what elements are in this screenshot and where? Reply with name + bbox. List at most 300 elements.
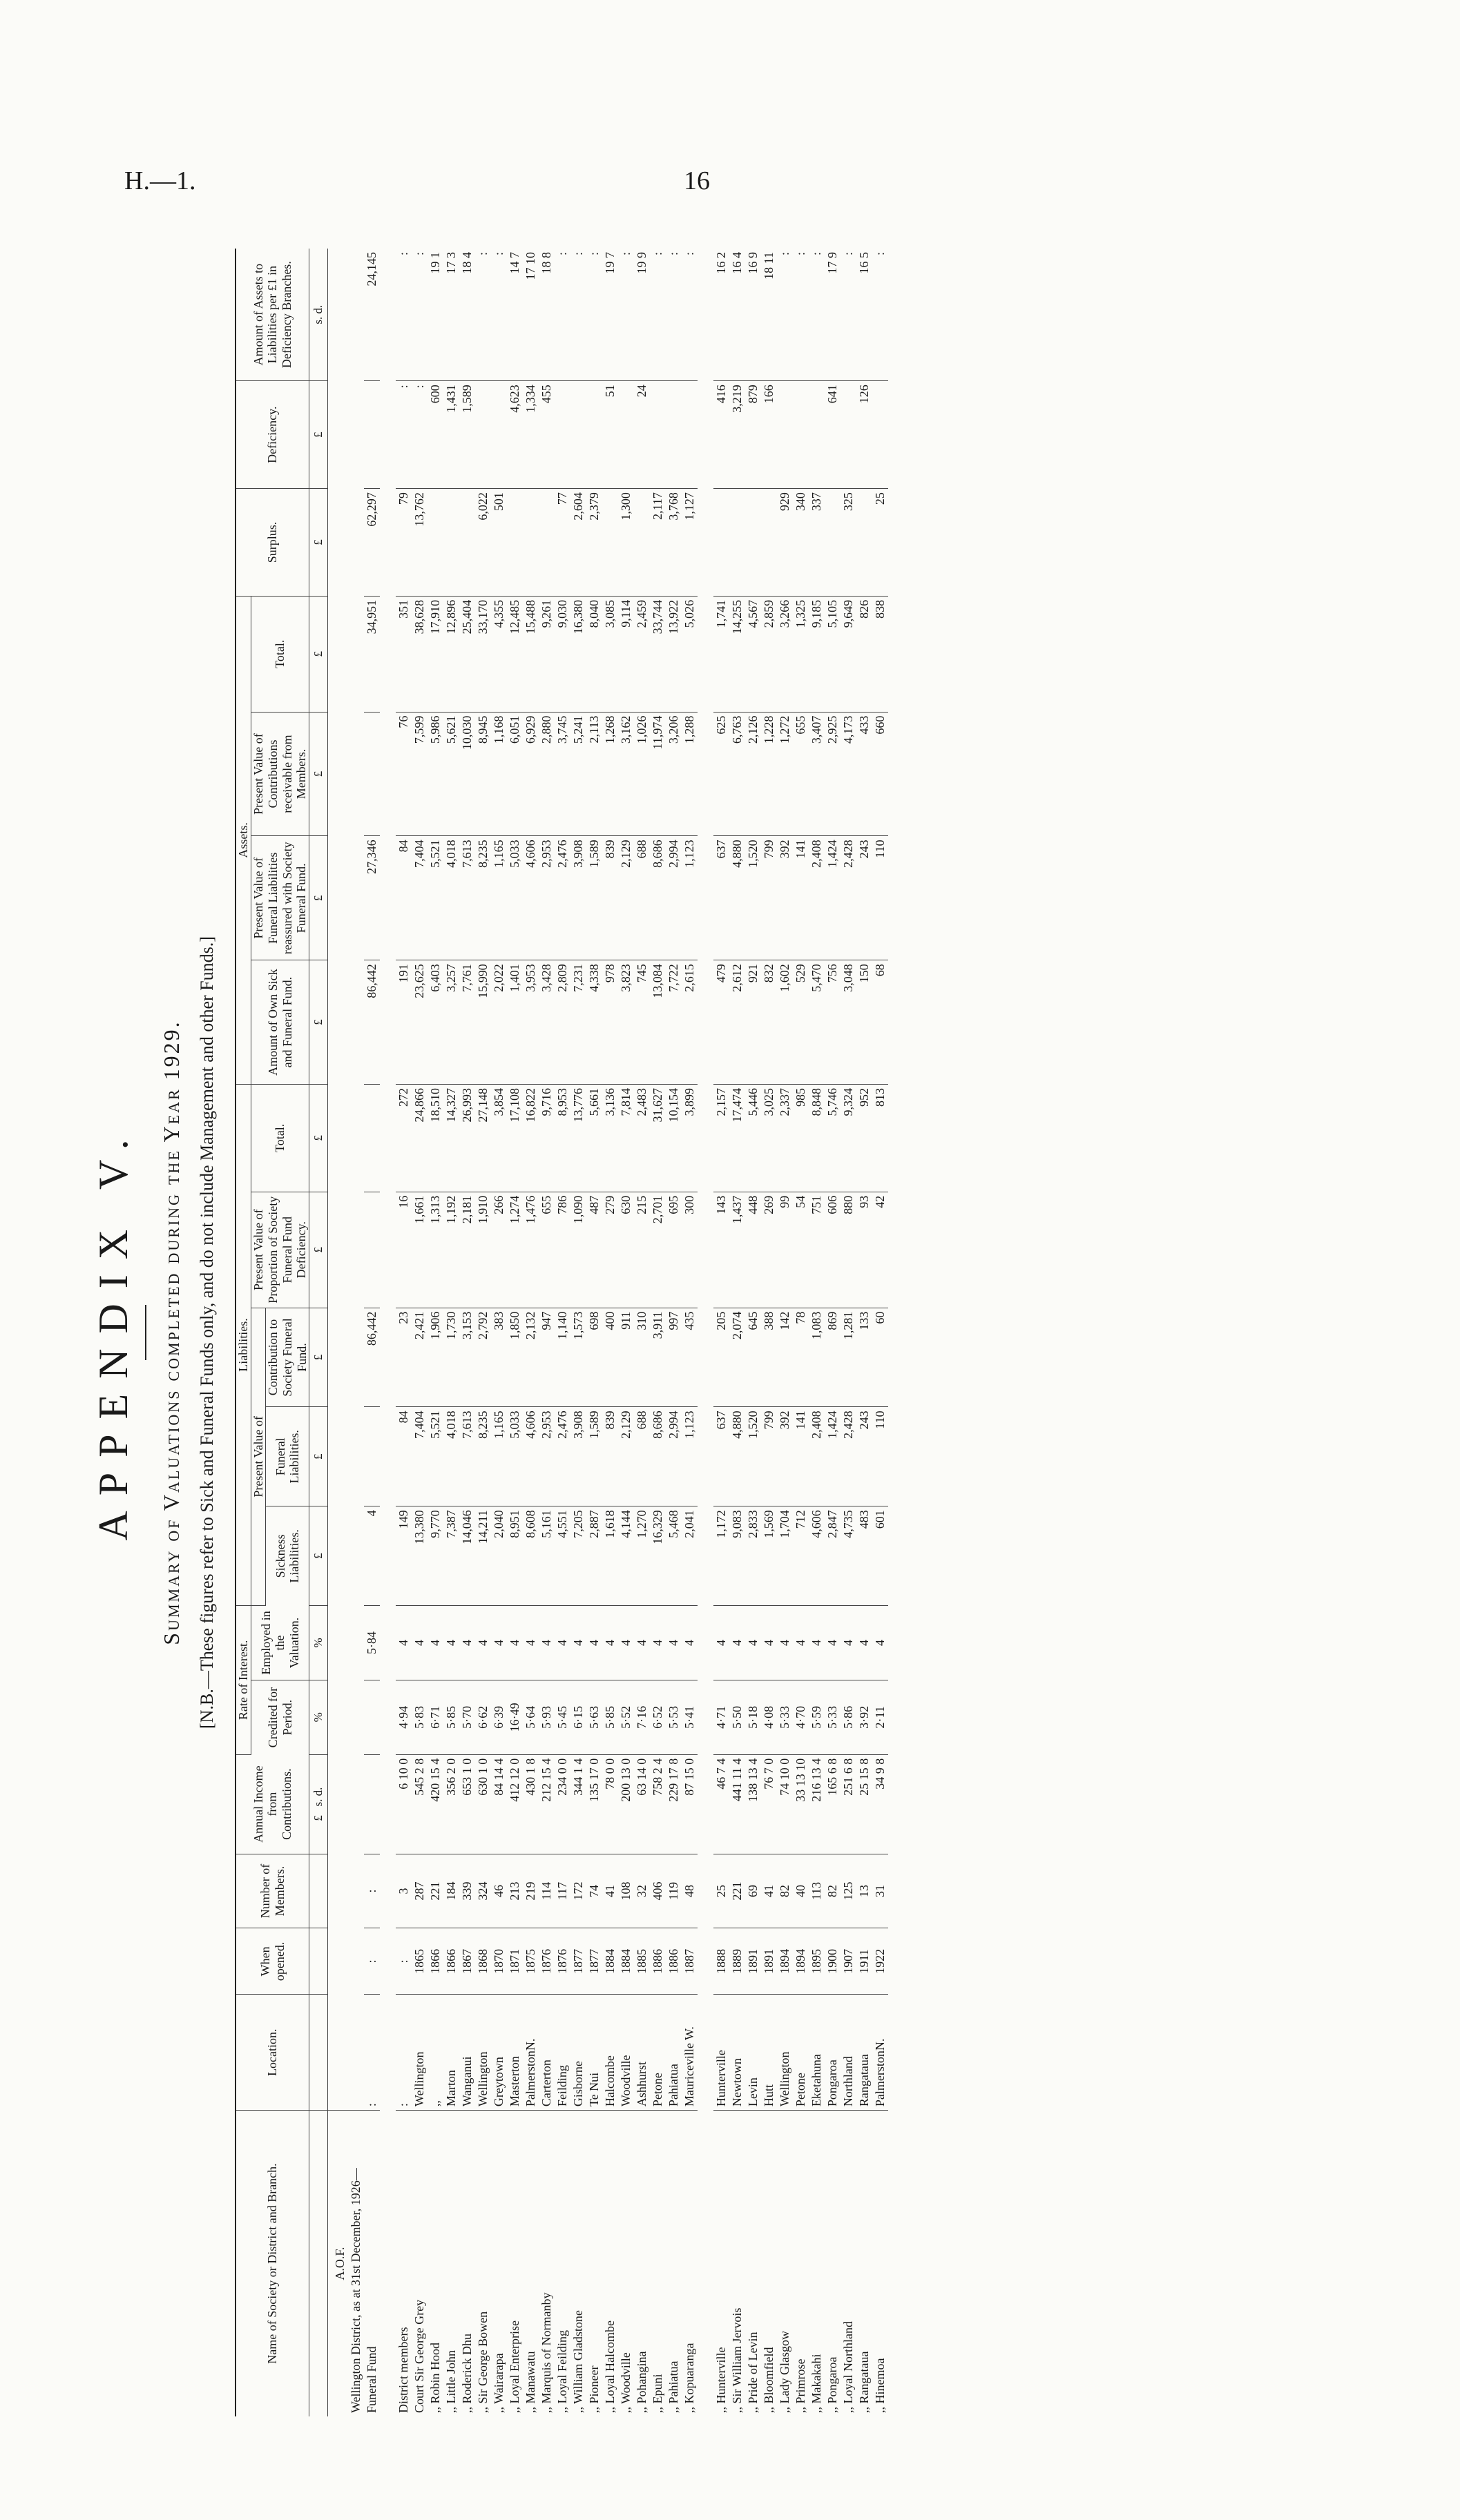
cell-rate-credited: 5·85	[443, 1680, 459, 1754]
cell-income: 165 6 8	[825, 1754, 841, 1854]
unit-percent: %	[309, 1680, 328, 1754]
cell-sickness: 13,380	[412, 1506, 428, 1606]
cell-opened: 1868	[475, 1928, 491, 1995]
cell-rate-employed: 4	[618, 1606, 634, 1680]
cell-liabilities-total: 3,025	[761, 1084, 777, 1192]
cell-name: ,, Kopuaranga	[682, 2343, 697, 2413]
cell-name: ,, Little John	[444, 2350, 459, 2413]
cell-funeral: 799	[761, 1407, 777, 1506]
cell-rate-employed: 4	[555, 1606, 570, 1680]
cell-proportion: 2,701	[650, 1192, 666, 1308]
header-name: Name of Society or District and Branch.	[236, 2111, 309, 2416]
cell-opened: 1884	[618, 1928, 634, 1995]
cell-income: 251 6 8	[841, 1754, 856, 1854]
cell-liabilities-total: 3,854	[491, 1084, 507, 1192]
cell-deficiency: 51	[602, 381, 618, 489]
cell-assets-total: 5,026	[682, 596, 698, 712]
cell-assets-total: 4,567	[745, 596, 761, 712]
cell-members: 48	[682, 1854, 698, 1928]
cell-surplus	[713, 489, 729, 597]
district-heading-row	[348, 249, 364, 2416]
cell-members-contrib: 76	[396, 712, 412, 836]
cell-location: Te Nui	[586, 1995, 602, 2111]
cell-rate-credited: 6·39	[491, 1680, 507, 1754]
cell-surplus	[523, 489, 539, 597]
cell-contrib-society: 2,074	[729, 1308, 745, 1407]
cell-per-pound: :	[491, 249, 507, 381]
cell-members-contrib: 2,126	[745, 712, 761, 836]
cell-own-fund: 7,722	[666, 960, 682, 1085]
cell-contrib-society: 23	[396, 1308, 412, 1407]
cell-rate-credited: 5·64	[523, 1680, 539, 1754]
cell-members: 406	[650, 1854, 666, 1928]
table-row	[364, 249, 380, 2416]
cell-rate-credited: 4·94	[396, 1680, 412, 1754]
cell-contrib-society: 911	[618, 1308, 634, 1407]
cell-name: Court Sir George Grey	[412, 2299, 427, 2413]
header-income: Annual Income from Contributions.	[236, 1754, 309, 1854]
cell-members: 3	[396, 1854, 412, 1928]
cell-rate-credited: 5·86	[841, 1680, 856, 1754]
cell-liabilities-total: 14,327	[443, 1084, 459, 1192]
cell-sickness: 1,704	[777, 1506, 793, 1606]
cell-income: 545 2 8	[412, 1754, 428, 1854]
header-rate-credited: Credited for Period.	[251, 1680, 309, 1754]
cell-per-pound: 19 1	[428, 249, 443, 381]
cell-funeral: 110	[872, 1407, 888, 1506]
cell-own-fund: 756	[825, 960, 841, 1085]
cell-name: ,, Pongaroa	[825, 2356, 840, 2413]
cell-income: 33 13 10	[793, 1754, 809, 1854]
cell-deficiency: 24	[634, 381, 650, 489]
cell-location: Wellington	[475, 1995, 491, 2111]
cell-reassured: 7,404	[412, 836, 428, 960]
cell-per-pound: :	[872, 249, 888, 381]
unit-pound: £	[309, 1084, 328, 1192]
cell-reassured: 3,908	[570, 836, 586, 960]
cell-sickness: 7,205	[570, 1506, 586, 1606]
cell-reassured: 1,520	[745, 836, 761, 960]
cell-assets-total: 9,649	[841, 596, 856, 712]
cell-deficiency	[491, 381, 507, 489]
cell-name: ,, Wairarapa	[492, 2353, 506, 2413]
cell-rate-employed: 4	[872, 1606, 888, 1680]
cell-income: 653 1 0	[459, 1754, 475, 1854]
cell-members-contrib: 2,925	[825, 712, 841, 836]
cell-sickness: 2,040	[491, 1506, 507, 1606]
rotated-table-block	[76, 235, 1250, 2430]
cell-surplus	[634, 489, 650, 597]
table-row	[428, 249, 443, 2416]
unit-pound: £	[309, 1407, 328, 1506]
cell-location: Mauriceville W.	[682, 1995, 698, 2111]
cell-reassured: 1,165	[491, 836, 507, 960]
cell-name: Funeral Fund	[365, 2346, 379, 2413]
cell-funeral: 84	[396, 1407, 412, 1506]
cell-liabilities-total: 8,953	[555, 1084, 570, 1192]
cell-contrib-society: 383	[491, 1308, 507, 1407]
cell-per-pound: 16 9	[745, 249, 761, 381]
cell-members: 108	[618, 1854, 634, 1928]
cell-members-contrib: 433	[856, 712, 872, 836]
cell-reassured: 1,123	[682, 836, 698, 960]
cell-contrib-society: 698	[586, 1308, 602, 1407]
cell-reassured: 4,606	[523, 836, 539, 960]
cell-reassured: 243	[856, 836, 872, 960]
cell-income: 441 11 4	[729, 1754, 745, 1854]
cell-location: Hunterville	[713, 1995, 729, 2111]
cell-name: ,, Makakahi	[809, 2354, 824, 2413]
cell-reassured: 5,521	[428, 836, 443, 960]
cell-income: 212 15 4	[539, 1754, 555, 1854]
cell-rate-employed: 4	[809, 1606, 825, 1680]
cell-proportion: 16	[396, 1192, 412, 1308]
cell-name: ,, Manawatu	[524, 2351, 538, 2413]
cell-deficiency: 1,334	[523, 381, 539, 489]
cell-proportion: 448	[745, 1192, 761, 1308]
cell-assets-total: 9,261	[539, 596, 555, 712]
cell-assets-total: 8,040	[586, 596, 602, 712]
cell-income: 135 17 0	[586, 1754, 602, 1854]
cell-contrib-society: 2,792	[475, 1308, 491, 1407]
cell-assets-total: 33,170	[475, 596, 491, 712]
cell-name: ,, Woodville	[619, 2352, 633, 2413]
cell-funeral: 1,123	[682, 1407, 698, 1506]
table-row	[666, 249, 682, 2416]
cell-name: ,, Robin Hood	[428, 2342, 443, 2413]
cell-deficiency	[682, 381, 698, 489]
cell-proportion: 279	[602, 1192, 618, 1308]
cell-assets-total: 17,910	[428, 596, 443, 712]
cell-location: PalmerstonN.	[872, 1995, 888, 2111]
spacer-row	[698, 249, 713, 2416]
cell-members-contrib: 6,051	[507, 712, 523, 836]
unit-pound: £	[309, 1506, 328, 1606]
cell-deficiency	[475, 381, 491, 489]
cell-contrib-society: 1,850	[507, 1308, 523, 1407]
cell-members-contrib: 2,113	[586, 712, 602, 836]
cell-income: 87 15 0	[682, 1754, 698, 1854]
cell-funeral: 637	[713, 1407, 729, 1506]
cell-opened: 1887	[682, 1928, 698, 1995]
cell-liabilities-total: 18,510	[428, 1084, 443, 1192]
cell-surplus	[428, 489, 443, 597]
cell-income: 356 2 0	[443, 1754, 459, 1854]
cell-income: 138 13 4	[745, 1754, 761, 1854]
cell-rate-credited: 5·45	[555, 1680, 570, 1754]
cell-reassured: 1,424	[825, 836, 841, 960]
cell-members-contrib: 660	[872, 712, 888, 836]
cell-income: 76 7 0	[761, 1754, 777, 1854]
cell-liabilities-total: 5,446	[745, 1084, 761, 1192]
cell-sickness: 712	[793, 1506, 809, 1606]
table-row	[491, 249, 507, 2416]
cell-reassured: 637	[713, 836, 729, 960]
cell-surplus: 77	[555, 489, 570, 597]
cell-per-pound: :	[841, 249, 856, 381]
cell-rate-credited: 5·63	[586, 1680, 602, 1754]
cell-rate-employed: 4	[777, 1606, 793, 1680]
cell-members-contrib: 5,621	[443, 712, 459, 836]
cell-deficiency: 3,219	[729, 381, 745, 489]
cell-sickness: 14,046	[459, 1506, 475, 1606]
cell-liabilities-total: 5,661	[586, 1084, 602, 1192]
cell-per-pound: :	[650, 249, 666, 381]
cell-assets-total: 9,114	[618, 596, 634, 712]
cell-liabilities-total: 813	[872, 1084, 888, 1192]
header-members-contrib: Present Value of Contributions receivable from Members.	[251, 712, 309, 836]
cell-own-fund: 3,428	[539, 960, 555, 1085]
cell-rate-employed: 4	[428, 1606, 443, 1680]
cell-deficiency	[793, 381, 809, 489]
cell-assets-total: 838	[872, 596, 888, 712]
cell-members: 324	[475, 1854, 491, 1928]
cell-proportion: 42	[872, 1192, 888, 1308]
header-deficiency: Deficiency.	[236, 381, 309, 489]
cell-own-fund: 5,470	[809, 960, 825, 1085]
cell-members: 41	[761, 1854, 777, 1928]
cell-funeral: 1,589	[586, 1407, 602, 1506]
cell-reassured: 839	[602, 836, 618, 960]
cell-own-fund: 2,612	[729, 960, 745, 1085]
cell-opened: :	[364, 1928, 380, 1995]
cell-deficiency: 455	[539, 381, 555, 489]
cell-opened: 1911	[856, 1928, 872, 1995]
cell-location: Wellington	[777, 1995, 793, 2111]
cell-assets-total: 2,459	[634, 596, 650, 712]
header-funeral: Funeral Liabilities.	[266, 1407, 309, 1506]
table-row	[539, 249, 555, 2416]
cell-sickness: 4,551	[555, 1506, 570, 1606]
cell-members-contrib: 3,162	[618, 712, 634, 836]
cell-per-pound: 17 10	[523, 249, 539, 381]
cell-opened: 1875	[523, 1928, 539, 1995]
cell-income: 216 13 4	[809, 1754, 825, 1854]
cell-members: 40	[793, 1854, 809, 1928]
cell-per-pound: :	[809, 249, 825, 381]
cell-income: 430 1 8	[523, 1754, 539, 1854]
cell-funeral: 4,018	[443, 1407, 459, 1506]
cell-own-fund: 7,761	[459, 960, 475, 1085]
cell-proportion	[364, 1192, 380, 1308]
table-row	[777, 249, 793, 2416]
cell-surplus	[856, 489, 872, 597]
cell-assets-total: 13,922	[666, 596, 682, 712]
cell-deficiency: :	[396, 381, 412, 489]
cell-surplus: 1,127	[682, 489, 698, 597]
cell-own-fund: 832	[761, 960, 777, 1085]
cell-sickness: 2,833	[745, 1506, 761, 1606]
cell-sickness: 2,847	[825, 1506, 841, 1606]
cell-income: 200 13 0	[618, 1754, 634, 1854]
cell-sickness: 1,618	[602, 1506, 618, 1606]
cell-proportion: 751	[809, 1192, 825, 1308]
cell-rate-credited: 6·52	[650, 1680, 666, 1754]
cell-funeral: 1,424	[825, 1407, 841, 1506]
cell-name: District members	[396, 2327, 411, 2413]
units-row	[309, 249, 328, 2416]
cell-sickness: 5,468	[666, 1506, 682, 1606]
cell-income: 63 14 0	[634, 1754, 650, 1854]
cell-contrib-society: 947	[539, 1308, 555, 1407]
header-own-fund: Amount of Own Sick and Funeral Fund.	[251, 960, 309, 1085]
cell-location: Newtown	[729, 1995, 745, 2111]
cell-members: 287	[412, 1854, 428, 1928]
cell-reassured: 8,235	[475, 836, 491, 960]
cell-funeral: 4,606	[523, 1407, 539, 1506]
cell-rate-credited: 5·50	[729, 1680, 745, 1754]
table-row	[634, 249, 650, 2416]
cell-members: 219	[523, 1854, 539, 1928]
cell-members: 46	[491, 1854, 507, 1928]
cell-contrib-society: 869	[825, 1308, 841, 1407]
cell-rate-employed: 4	[412, 1606, 428, 1680]
cell-members: 221	[729, 1854, 745, 1928]
unit-pound: £	[309, 836, 328, 960]
cell-reassured: 141	[793, 836, 809, 960]
cell-sickness: 16,329	[650, 1506, 666, 1606]
cell-sickness: 5,161	[539, 1506, 555, 1606]
cell-surplus	[761, 489, 777, 597]
cell-per-pound: 18 11	[761, 249, 777, 381]
cell-members-contrib: 1,288	[682, 712, 698, 836]
cell-assets-total: 4,355	[491, 596, 507, 712]
cell-rate-credited: 7·16	[634, 1680, 650, 1754]
cell-location: Pongaroa	[825, 1995, 841, 2111]
cell-name: ,, Hunterville	[714, 2347, 729, 2413]
cell-sickness: 8,608	[523, 1506, 539, 1606]
cell-proportion: 695	[666, 1192, 682, 1308]
cell-name: ,, William Gladstone	[571, 2310, 586, 2413]
cell-name: ,, Pioneer	[587, 2365, 602, 2413]
cell-name: ,, Lady Glasgow	[778, 2331, 792, 2413]
cell-proportion: 606	[825, 1192, 841, 1308]
cell-name: ,, Roderick Dhu	[460, 2334, 474, 2413]
cell-opened: 1888	[713, 1928, 729, 1995]
cell-reassured: 688	[634, 836, 650, 960]
header-members: Number of Members.	[236, 1854, 309, 1928]
society-heading-row	[328, 249, 349, 2416]
cell-reassured: 2,476	[555, 836, 570, 960]
cell-deficiency	[841, 381, 856, 489]
cell-rate-credited: 4·70	[793, 1680, 809, 1754]
cell-surplus: 79	[396, 489, 412, 597]
header-assets: Assets.	[236, 596, 251, 1084]
cell-assets-total: 3,085	[602, 596, 618, 712]
cell-funeral: 1,520	[745, 1407, 761, 1506]
cell-surplus	[729, 489, 745, 597]
cell-liabilities-total: 2,483	[634, 1084, 650, 1192]
cell-opened: 1885	[634, 1928, 650, 1995]
cell-members-contrib: 1,272	[777, 712, 793, 836]
cell-proportion: 269	[761, 1192, 777, 1308]
cell-name: ,, Pride of Levin	[746, 2332, 760, 2413]
cell-members-contrib: 5,986	[428, 712, 443, 836]
cell-rate-employed: 4	[634, 1606, 650, 1680]
cell-rate-employed: 4	[443, 1606, 459, 1680]
cell-members: 41	[602, 1854, 618, 1928]
table-row	[586, 249, 602, 2416]
cell-surplus	[825, 489, 841, 597]
cell-rate-credited: 5·53	[666, 1680, 682, 1754]
cell-location: Greytown	[491, 1995, 507, 2111]
cell-rate-employed: 4	[475, 1606, 491, 1680]
cell-funeral: 2,129	[618, 1407, 634, 1506]
cell-name: ,, Loyal Northland	[841, 2321, 856, 2413]
cell-own-fund: 1,401	[507, 960, 523, 1085]
cell-assets-total: 9,030	[555, 596, 570, 712]
cell-sickness: 7,387	[443, 1506, 459, 1606]
unit-pound: £	[309, 1192, 328, 1308]
cell-proportion: 1,274	[507, 1192, 523, 1308]
cell-liabilities-total: 952	[856, 1084, 872, 1192]
cell-location: Carterton	[539, 1995, 555, 2111]
cell-rate-employed: 4	[602, 1606, 618, 1680]
cell-assets-total: 33,744	[650, 596, 666, 712]
cell-members: 69	[745, 1854, 761, 1928]
cell-members: 32	[634, 1854, 650, 1928]
cell-name: ,, Sir George Bowen	[476, 2311, 490, 2413]
cell-location: Halcombe	[602, 1995, 618, 2111]
cell-own-fund: 13,084	[650, 960, 666, 1085]
cell-deficiency	[586, 381, 602, 489]
unit-pound: £	[309, 489, 328, 597]
cell-location: Rangataua	[856, 1995, 872, 2111]
cell-opened: 1907	[841, 1928, 856, 1995]
cell-rate-employed: 4	[713, 1606, 729, 1680]
spacer-row	[380, 249, 396, 2416]
cell-liabilities-total: 985	[793, 1084, 809, 1192]
cell-opened: 1894	[777, 1928, 793, 1995]
cell-deficiency	[777, 381, 793, 489]
cell-members-contrib: 1,268	[602, 712, 618, 836]
unit-pounds-shillings: £ s. d.	[309, 1754, 328, 1854]
cell-rate-employed: 4	[491, 1606, 507, 1680]
cell-sickness: 1,172	[713, 1506, 729, 1606]
header-rate-employed: Employed in the Valuation.	[251, 1606, 309, 1680]
table-row	[523, 249, 539, 2416]
appendix-subtitle: Summary of Valuations completed during the Year 1929.	[159, 1020, 184, 1645]
table-body	[328, 249, 889, 2416]
cell-opened: 1891	[761, 1928, 777, 1995]
cell-rate-employed: 4	[856, 1606, 872, 1680]
unit-pound: £	[309, 596, 328, 712]
cell-members-contrib: 625	[713, 712, 729, 836]
cell-funeral: 2,408	[809, 1407, 825, 1506]
cell-own-fund: 3,823	[618, 960, 634, 1085]
table-row	[841, 249, 856, 2416]
cell-assets-total: 15,488	[523, 596, 539, 712]
cell-rate-credited: 3·92	[856, 1680, 872, 1754]
cell-proportion: 266	[491, 1192, 507, 1308]
cell-location: Eketahuna	[809, 1995, 825, 2111]
cell-own-fund: 23,625	[412, 960, 428, 1085]
cell-opened: 1866	[428, 1928, 443, 1995]
cell-funeral: 2,994	[666, 1407, 682, 1506]
cell-members: 184	[443, 1854, 459, 1928]
cell-liabilities-total: 8,848	[809, 1084, 825, 1192]
cell-location: Petone	[650, 1995, 666, 2111]
cell-per-pound: :	[412, 249, 428, 381]
cell-contrib-society: 310	[634, 1308, 650, 1407]
cell-proportion: 93	[856, 1192, 872, 1308]
cell-income: 84 14 4	[491, 1754, 507, 1854]
cell-members-contrib	[364, 712, 380, 836]
table-row	[856, 249, 872, 2416]
cell-proportion: 99	[777, 1192, 793, 1308]
cell-rate-employed: 4	[841, 1606, 856, 1680]
cell-reassured: 84	[396, 836, 412, 960]
